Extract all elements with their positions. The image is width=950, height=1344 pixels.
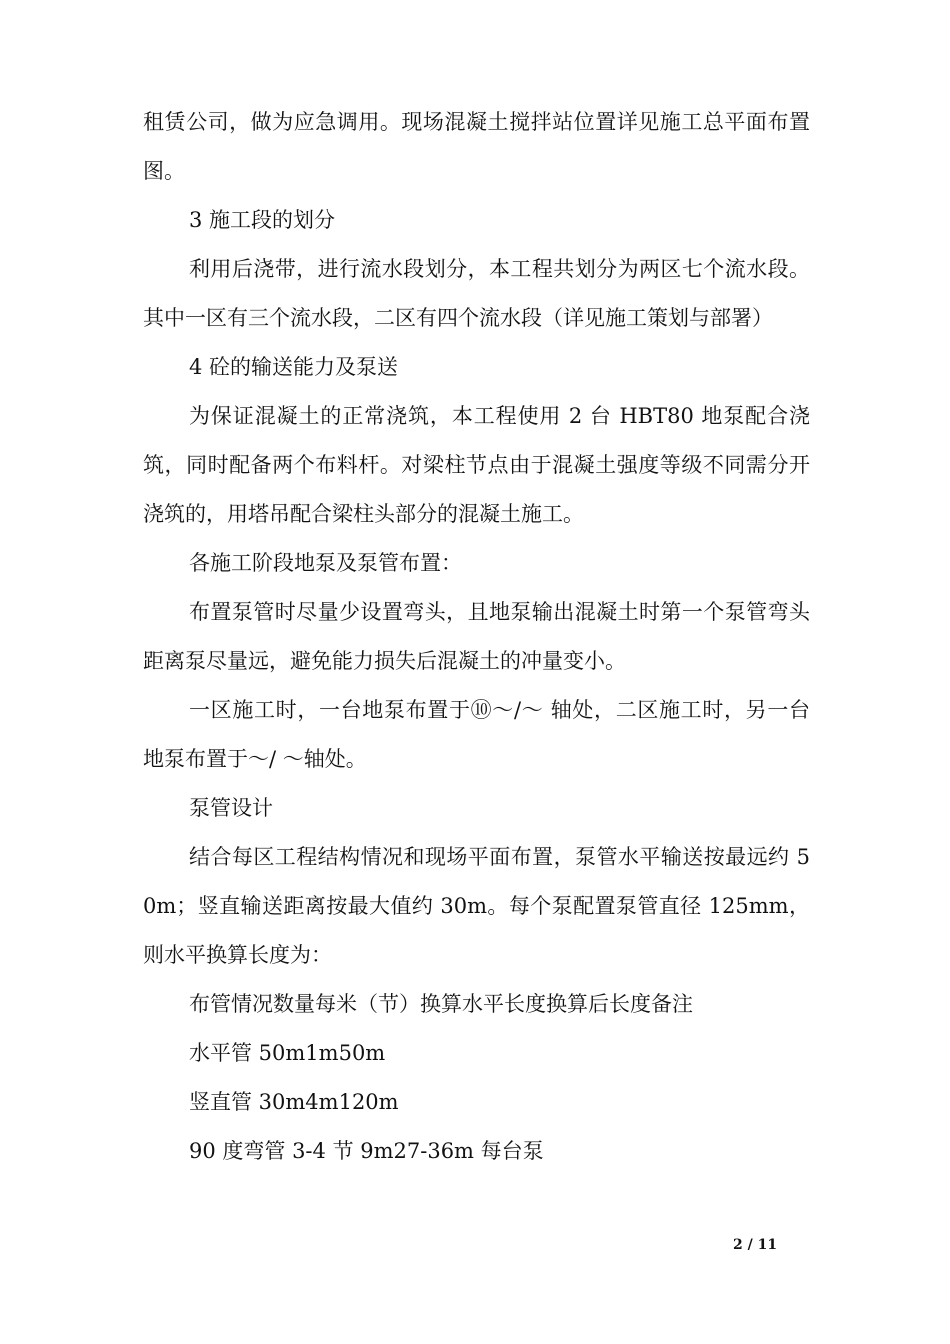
- paragraph-4-heading: 4 砼的输送能力及泵送: [189, 355, 399, 379]
- table-header-line: 布管情况数量每米（节）换算水平长度换算后长度备注: [189, 992, 693, 1016]
- paragraph-5: 为保证混凝土的正常浇筑，本工程使用 2 台 HBT80 地泵配合浇筑，同时配备两个布料杆。对梁柱节点由于混凝土强度等级不同需分开浇筑的，用塔吊配合梁柱头部分的混凝土施工。: [143, 404, 810, 526]
- paragraph-10: 结合每区工程结构情况和现场平面布置，泵管水平输送按最远约 50m；竖直输送距离按最大值约 30m。每个泵配置泵管直径 125mm，则水平换算长度为：: [143, 845, 810, 967]
- paragraph-3: 利用后浇带，进行流水段划分，本工程共划分为两区七个流水段。其中一区有三个流水段，二区有四个流水段（详见施工策划与部署）: [143, 257, 810, 330]
- paragraph-1: 租赁公司，做为应急调用。现场混凝土搅拌站位置详见施工总平面布置图。: [143, 110, 810, 183]
- table-row-horizontal-pipe: 水平管 50m1m50m: [189, 1041, 386, 1065]
- paragraph-2-heading: 3 施工段的划分: [189, 208, 336, 232]
- paragraph-7: 布置泵管时尽量少设置弯头，且地泵输出混凝土时第一个泵管弯头距离泵尽量远，避免能力损失后混凝土的冲量变小。: [143, 600, 810, 673]
- paragraph-6: 各施工阶段地泵及泵管布置：: [189, 551, 462, 575]
- table-row-vertical-pipe: 竖直管 30m4m120m: [189, 1090, 399, 1114]
- paragraph-9-heading: 泵管设计: [189, 796, 273, 820]
- table-row-elbow-pipe: 90 度弯管 3-4 节 9m27-36m 每台泵: [189, 1139, 544, 1163]
- body-text: [143, 98, 810, 1176]
- paragraph-8: 一区施工时，一台地泵布置于⑩～/～ 轴处，二区施工时，另一台地泵布置于～/ ～轴处。: [143, 698, 810, 771]
- page-number: 2 / 11: [733, 1237, 778, 1253]
